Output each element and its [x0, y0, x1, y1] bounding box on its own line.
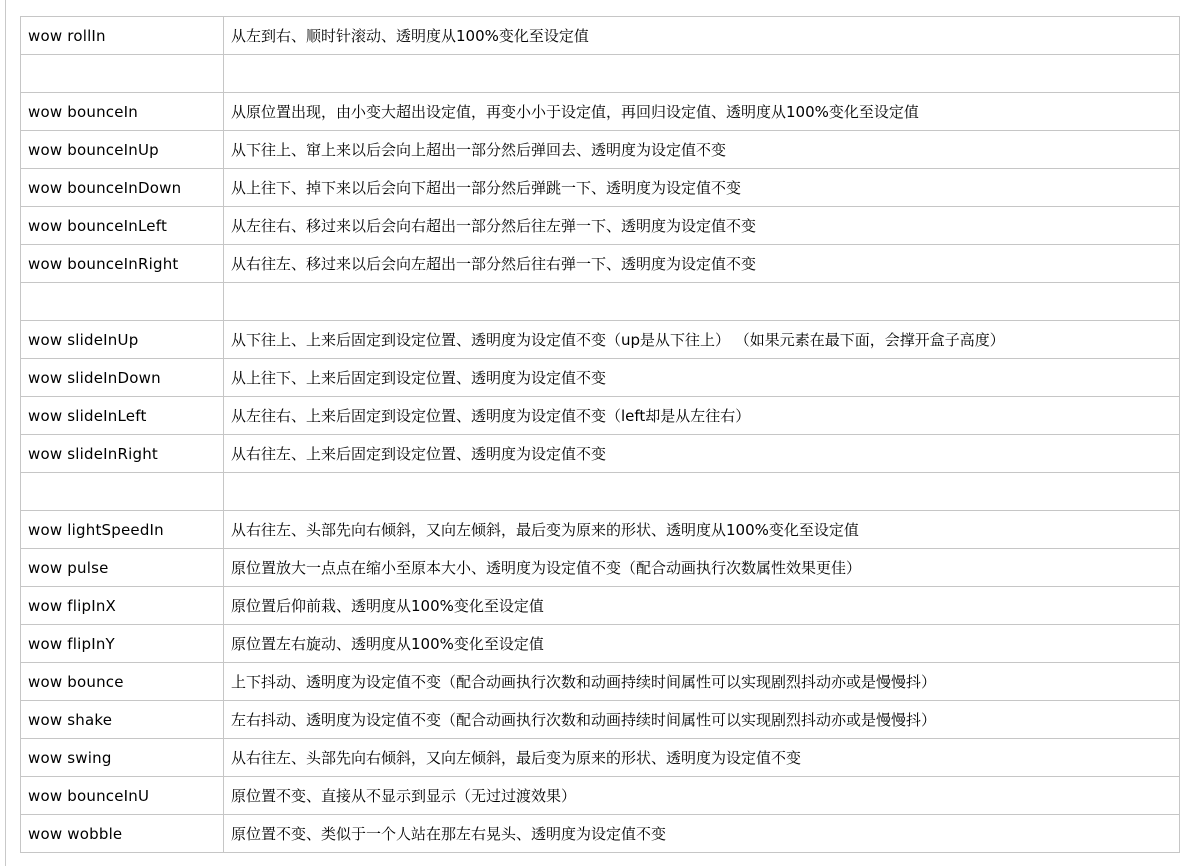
wow-animation-reference-table: [20, 16, 1180, 853]
animation-class-cell: wow bounceInU: [21, 777, 224, 815]
description-cell: 原位置不变、直接从不显示到显示（无过过渡效果）: [224, 777, 1180, 815]
table-row: [21, 777, 1180, 815]
description-cell: [224, 473, 1180, 511]
description-cell: 原位置后仰前栽、透明度从100%变化至设定值: [224, 587, 1180, 625]
animation-class-cell: wow bounceIn: [21, 93, 224, 131]
table-row: [21, 93, 1180, 131]
table-row: [21, 359, 1180, 397]
animation-class-cell: [21, 473, 224, 511]
animation-class-cell: wow flipInY: [21, 625, 224, 663]
table-row: [21, 207, 1180, 245]
table-row: [21, 587, 1180, 625]
table-row-spacer: [21, 473, 1180, 511]
animation-table-body: [21, 17, 1180, 853]
table-row: [21, 131, 1180, 169]
description-cell: 从下往上、上来后固定到设定位置、透明度为设定值不变（up是从下往上） （如果元素在最下面，会撑开盒子高度）: [224, 321, 1180, 359]
animation-class-cell: wow bounceInUp: [21, 131, 224, 169]
table-row: [21, 549, 1180, 587]
description-cell: 从左往右、上来后固定到设定位置、透明度为设定值不变（left却是从左往右）: [224, 397, 1180, 435]
description-cell: 从下往上、窜上来以后会向上超出一部分然后弹回去、透明度为设定值不变: [224, 131, 1180, 169]
animation-class-cell: wow bounceInRight: [21, 245, 224, 283]
description-cell: 上下抖动、透明度为设定值不变（配合动画执行次数和动画持续时间属性可以实现剧烈抖动亦或是慢慢抖）: [224, 663, 1180, 701]
animation-class-cell: wow bounce: [21, 663, 224, 701]
description-cell: 从左到右、顺时针滚动、透明度从100%变化至设定值: [224, 17, 1180, 55]
description-cell: [224, 55, 1180, 93]
description-cell: 从右往左、移过来以后会向左超出一部分然后往右弹一下、透明度为设定值不变: [224, 245, 1180, 283]
table-row: [21, 245, 1180, 283]
table-row: [21, 815, 1180, 853]
description-cell: 原位置不变、类似于一个人站在那左右晃头、透明度为设定值不变: [224, 815, 1180, 853]
animation-class-cell: [21, 283, 224, 321]
table-row: [21, 625, 1180, 663]
table-row: [21, 321, 1180, 359]
content-left-rule: [5, 0, 6, 866]
table-row-spacer: [21, 283, 1180, 321]
description-cell: 从左往右、移过来以后会向右超出一部分然后往左弹一下、透明度为设定值不变: [224, 207, 1180, 245]
table-row: [21, 739, 1180, 777]
description-cell: 从右往左、上来后固定到设定位置、透明度为设定值不变: [224, 435, 1180, 473]
animation-class-cell: wow rollIn: [21, 17, 224, 55]
animation-class-cell: wow slideInLeft: [21, 397, 224, 435]
table-row: [21, 169, 1180, 207]
description-cell: 从上往下、上来后固定到设定位置、透明度为设定值不变: [224, 359, 1180, 397]
animation-class-cell: wow shake: [21, 701, 224, 739]
animation-class-cell: wow slideInDown: [21, 359, 224, 397]
animation-class-cell: wow lightSpeedIn: [21, 511, 224, 549]
description-cell: 从右往左、头部先向右倾斜，又向左倾斜，最后变为原来的形状、透明度为设定值不变: [224, 739, 1180, 777]
animation-class-cell: wow wobble: [21, 815, 224, 853]
table-row: [21, 435, 1180, 473]
animation-class-cell: wow slideInRight: [21, 435, 224, 473]
table-row: [21, 17, 1180, 55]
description-cell: 原位置左右旋动、透明度从100%变化至设定值: [224, 625, 1180, 663]
description-cell: [224, 283, 1180, 321]
table-row: [21, 701, 1180, 739]
animation-class-cell: wow bounceInDown: [21, 169, 224, 207]
animation-class-cell: wow pulse: [21, 549, 224, 587]
table-row: [21, 397, 1180, 435]
table-row: [21, 663, 1180, 701]
table-row-spacer: [21, 55, 1180, 93]
animation-class-cell: [21, 55, 224, 93]
description-cell: 左右抖动、透明度为设定值不变（配合动画执行次数和动画持续时间属性可以实现剧烈抖动亦或是慢慢抖）: [224, 701, 1180, 739]
animation-class-cell: wow swing: [21, 739, 224, 777]
description-cell: 原位置放大一点点在缩小至原本大小、透明度为设定值不变（配合动画执行次数属性效果更佳）: [224, 549, 1180, 587]
animation-class-cell: wow flipInX: [21, 587, 224, 625]
animation-class-cell: wow bounceInLeft: [21, 207, 224, 245]
animation-class-cell: wow slideInUp: [21, 321, 224, 359]
description-cell: 从右往左、头部先向右倾斜，又向左倾斜，最后变为原来的形状、透明度从100%变化至设定值: [224, 511, 1180, 549]
description-cell: 从原位置出现，由小变大超出设定值，再变小小于设定值，再回归设定值、透明度从100%变化至设定值: [224, 93, 1180, 131]
table-row: [21, 511, 1180, 549]
description-cell: 从上往下、掉下来以后会向下超出一部分然后弹跳一下、透明度为设定值不变: [224, 169, 1180, 207]
